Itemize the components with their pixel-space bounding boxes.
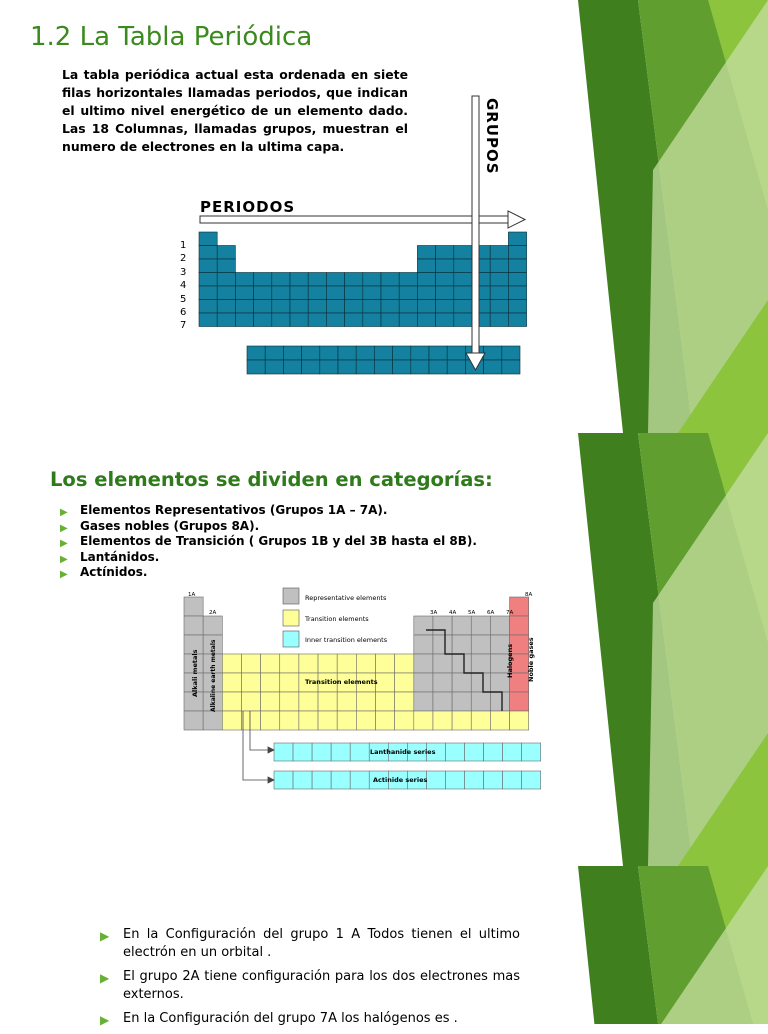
- period-number: 6: [180, 307, 187, 319]
- element-cell: [203, 616, 222, 635]
- legend-representative: Representative elements: [305, 594, 387, 602]
- element-cell: [433, 692, 452, 711]
- list-item-text: Actínidos.: [80, 565, 148, 579]
- element-cell: [376, 711, 395, 730]
- triangle-right-icon: ▶: [60, 507, 68, 518]
- element-cell: [337, 692, 356, 711]
- legend-swatch-transition: [283, 610, 299, 626]
- configurations-list: [100, 926, 520, 1034]
- triangle-right-icon: ▶: [100, 929, 110, 943]
- element-cell: [510, 616, 529, 635]
- f-block-cell: [293, 743, 312, 761]
- group-label: 3A: [430, 610, 438, 616]
- triangle-right-icon: ▶: [60, 522, 68, 534]
- element-cell: [280, 711, 299, 730]
- f-block-cell: [274, 743, 293, 761]
- element-cell: [376, 692, 395, 711]
- element-cell: [318, 692, 337, 711]
- slide-title: 1.2 La Tabla Periódica: [30, 22, 313, 52]
- legend-transition: Transition elements: [305, 615, 369, 623]
- period-number: 2: [180, 253, 187, 265]
- element-cell: [452, 616, 471, 635]
- period-number: 1: [180, 240, 187, 251]
- element-cell: [395, 692, 414, 711]
- group-label: 6A: [487, 610, 495, 616]
- f-block-cell: [293, 771, 312, 789]
- element-cell: [280, 654, 299, 673]
- period-number: 5: [180, 293, 187, 305]
- categories-title: Los elementos se dividen en categorías:: [50, 468, 493, 491]
- element-cell: [395, 654, 414, 673]
- element-cell: [222, 711, 241, 730]
- element-cell: [376, 673, 395, 692]
- element-cell: [471, 654, 490, 673]
- element-cell: [241, 692, 260, 711]
- alkaline-earth-label: Alkaline earth metals: [210, 639, 217, 712]
- element-cell: [452, 654, 471, 673]
- group-label: 2A: [209, 610, 217, 616]
- period-number: 7: [180, 320, 187, 332]
- group-label: 1A: [188, 592, 196, 598]
- element-cell: [471, 673, 490, 692]
- element-cell: [490, 711, 509, 730]
- alkali-label: Alkali metals: [191, 649, 199, 697]
- element-cell: [184, 711, 203, 730]
- element-cell: [356, 654, 375, 673]
- element-cell: [299, 711, 318, 730]
- group-label: 7A: [506, 610, 514, 616]
- element-cell: [490, 616, 509, 635]
- list-item: [100, 968, 520, 1004]
- group-label: 4A: [449, 610, 457, 616]
- element-cell: [318, 654, 337, 673]
- element-cell: [414, 673, 433, 692]
- element-cell: [261, 654, 280, 673]
- f-block-cell: [445, 743, 464, 761]
- element-cell: [452, 692, 471, 711]
- element-cell: [471, 692, 490, 711]
- actinide-label: Actinide series: [373, 776, 428, 784]
- element-cell: [280, 673, 299, 692]
- element-cell: [414, 654, 433, 673]
- f-block-cell: [312, 771, 331, 789]
- group-label: 8A: [525, 592, 533, 598]
- element-cell: [337, 654, 356, 673]
- list-item: [100, 1010, 520, 1028]
- f-block-cell: [465, 743, 484, 761]
- noble-gases-label: Noble gases: [527, 637, 535, 682]
- f-block-cell: [331, 771, 350, 789]
- element-cell: [261, 673, 280, 692]
- element-cell: [241, 654, 260, 673]
- list-item-text: En la Configuración del grupo 1 A Todos tienen el ultimo electrón en un orbital .: [123, 927, 520, 960]
- list-item-text: Gases nobles (Grupos 8A).: [80, 518, 260, 533]
- element-cell: [395, 673, 414, 692]
- triangle-right-icon: ▶: [60, 553, 68, 565]
- category-grid: [184, 597, 541, 789]
- element-cell: [222, 654, 241, 673]
- list-item-text: Elementos de Transición ( Grupos 1B y del 3B hasta el 8B).: [80, 534, 477, 548]
- legend-swatch-representative: [283, 588, 299, 604]
- halogens-label: Halogens: [506, 643, 514, 678]
- f-block-cell: [312, 743, 331, 761]
- element-cell: [261, 692, 280, 711]
- f-block-cell: [465, 771, 484, 789]
- f-block-cell: [331, 743, 350, 761]
- f-block-cell: [503, 771, 522, 789]
- f-block-cell: [503, 743, 522, 761]
- f-block-cell: [484, 771, 503, 789]
- element-cell: [280, 692, 299, 711]
- list-item-text: En la Configuración del grupo 7A los halógenos es .: [123, 1011, 458, 1026]
- element-cell: [395, 711, 414, 730]
- f-block-cell: [484, 743, 503, 761]
- element-cell: [337, 711, 356, 730]
- f-block-cell: [522, 743, 541, 761]
- periods-label: PERIODOS: [200, 198, 296, 216]
- element-cell: [433, 654, 452, 673]
- element-cell: [222, 673, 241, 692]
- lanthanide-label: Lanthanide series: [370, 748, 436, 756]
- element-cell: [452, 673, 471, 692]
- f-block-cell: [350, 771, 369, 789]
- element-cell: [222, 692, 241, 711]
- period-number: 3: [180, 266, 187, 278]
- f-block-cell: [350, 743, 369, 761]
- legend-swatch-inner-transition: [283, 631, 299, 647]
- period-number: 4: [180, 280, 187, 292]
- element-cell: [490, 692, 509, 711]
- element-cell: [433, 635, 452, 654]
- intro-paragraph: La tabla periódica actual esta ordenada en siete filas horizontales llamadas periodos, que indican el ultimo nivel energético de un elemento dado. Las 18 Columnas, llamadas grupos, muestran el numero de electrones en la ultima capa.: [62, 67, 408, 154]
- element-cell: [376, 654, 395, 673]
- green-decoration: [578, 866, 768, 1024]
- element-cell: [299, 654, 318, 673]
- element-cell: [241, 711, 260, 730]
- f-block-cell: [522, 771, 541, 789]
- transition-label: Transition elements: [305, 678, 378, 686]
- element-cell: [203, 711, 222, 730]
- triangle-right-icon: ▶: [60, 569, 68, 580]
- list-item-text: Elementos Representativos (Grupos 1A – 7A).: [80, 503, 388, 517]
- element-cell: [184, 616, 203, 635]
- element-cell: [318, 711, 337, 730]
- element-cell: [299, 692, 318, 711]
- element-cell: [471, 616, 490, 635]
- element-cell: [356, 692, 375, 711]
- list-item: [100, 926, 520, 962]
- element-cell: [471, 635, 490, 654]
- element-cell: [414, 635, 433, 654]
- list-item-text: El grupo 2A tiene configuración para los dos electrones mas externos.: [123, 969, 520, 1002]
- element-cell: [414, 616, 433, 635]
- triangle-right-icon: ▶: [100, 971, 110, 985]
- element-cell: [356, 711, 375, 730]
- groups-label: GRUPOS: [483, 98, 501, 175]
- f-block-cell: [426, 771, 445, 789]
- element-cell: [414, 711, 433, 730]
- triangle-right-icon: ▶: [60, 538, 68, 549]
- f-block-cell: [445, 771, 464, 789]
- element-cell: [471, 711, 490, 730]
- element-cell: [433, 711, 452, 730]
- element-cell: [510, 692, 529, 711]
- element-cell: [414, 692, 433, 711]
- element-cell: [452, 635, 471, 654]
- list-item-text: Lantánidos.: [80, 549, 160, 564]
- element-cell: [510, 711, 529, 730]
- element-cell: [452, 711, 471, 730]
- group-label: 5A: [468, 610, 476, 616]
- element-cell: [184, 597, 203, 616]
- legend-inner-transition: Inner transition elements: [305, 636, 388, 644]
- green-decoration: [578, 433, 768, 866]
- element-cell: [433, 673, 452, 692]
- element-cell: [433, 616, 452, 635]
- element-cell: [261, 711, 280, 730]
- f-block-cell: [274, 771, 293, 789]
- element-cell: [241, 673, 260, 692]
- triangle-right-icon: ▶: [100, 1013, 110, 1027]
- green-decoration: [578, 0, 768, 433]
